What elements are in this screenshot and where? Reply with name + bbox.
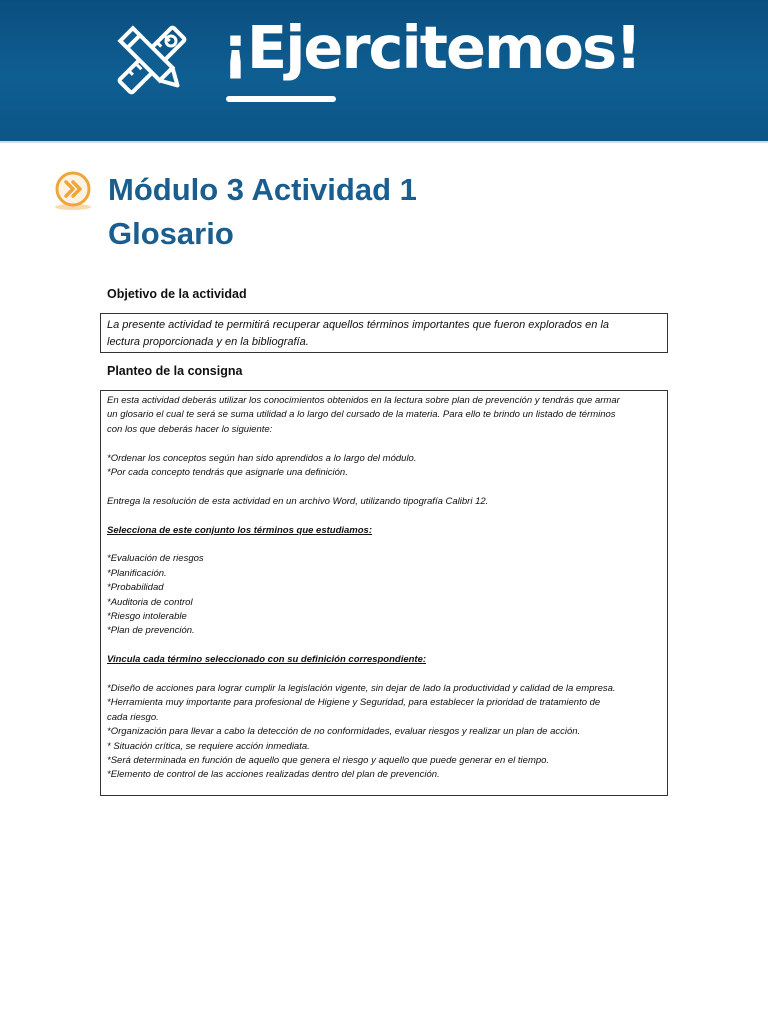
term-item: *Riesgo intolerable — [107, 611, 187, 623]
definition-item: *Organización para llevar a cabo la detección de no conformidades, evaluar riesgos y realizar un plan de acción. — [107, 726, 581, 738]
objective-text-line: La presente actividad te permitirá recuperar aquellos términos importantes que fueron explorados en la — [107, 319, 610, 331]
objective-text-line: lectura proporcionada y en la bibliografía. — [107, 336, 309, 348]
term-item: *Auditoria de control — [107, 596, 193, 608]
objective-label: Objetivo de la actividad — [107, 287, 247, 301]
module-subtitle: Glosario — [108, 216, 234, 251]
definition-item: *Diseño de acciones para lograr cumplir la legislación vigente, sin dejar de lado la productividad y calidad de la empresa. — [107, 683, 616, 695]
definition-item: * Situación crítica, se requiere acción inmediata. — [107, 740, 310, 752]
banner-title: ¡Ejercitemos! — [222, 13, 640, 82]
pencil-ruler-cross-icon — [112, 20, 192, 100]
term-item: *Plan de prevención. — [107, 625, 195, 637]
consigna-delivery: Entrega la resolución de esta actividad en un archivo Word, utilizando tipografía Calibri 12. — [107, 495, 489, 507]
definition-item: *Herramienta muy importante para profesional de Higiene y Seguridad, para establecer la prioridad de tratamiento de — [107, 697, 601, 709]
objective-box — [100, 313, 668, 353]
term-item: *Probabilidad — [107, 582, 164, 594]
consigna-intro-line: un glosario el cual te será se suma utilidad a lo largo del cursado de la materia. Para ello te brindo un listado de términos — [107, 409, 616, 421]
definition-item: *Elemento de control de las acciones realizadas dentro del plan de prevención. — [107, 769, 440, 781]
terms-heading: Selecciona de este conjunto los términos que estudiamos: — [107, 524, 373, 536]
module-title: Módulo 3 Actividad 1 — [108, 172, 417, 207]
consigna-box — [100, 390, 668, 796]
definitions-heading: Vincula cada término seleccionado con su definición correspondiente: — [107, 654, 427, 666]
consigna-step: *Por cada concepto tendrás que asignarle una definición. — [107, 467, 348, 479]
definition-item: cada riesgo. — [107, 711, 159, 723]
definition-item: *Será determinada en función de aquello que genera el riesgo y aquello que puede generar en el tiempo. — [107, 755, 550, 767]
double-chevron-circle-icon — [52, 170, 94, 212]
consigna-label: Planteo de la consigna — [107, 364, 243, 378]
consigna-intro-line: con los que deberás hacer lo siguiente: — [107, 423, 273, 435]
header-banner — [0, 0, 768, 142]
consigna-intro-line: En esta actividad deberás utilizar los conocimientos obtenidos en la lectura sobre plan de prevención y tendrás que armar — [107, 395, 620, 406]
term-item: *Evaluación de riesgos — [107, 553, 204, 565]
consigna-step: *Ordenar los conceptos según han sido aprendidos a lo largo del módulo. — [107, 452, 417, 464]
banner-divider — [0, 141, 768, 143]
banner-underline — [226, 96, 336, 102]
term-item: *Planificación. — [107, 567, 167, 579]
